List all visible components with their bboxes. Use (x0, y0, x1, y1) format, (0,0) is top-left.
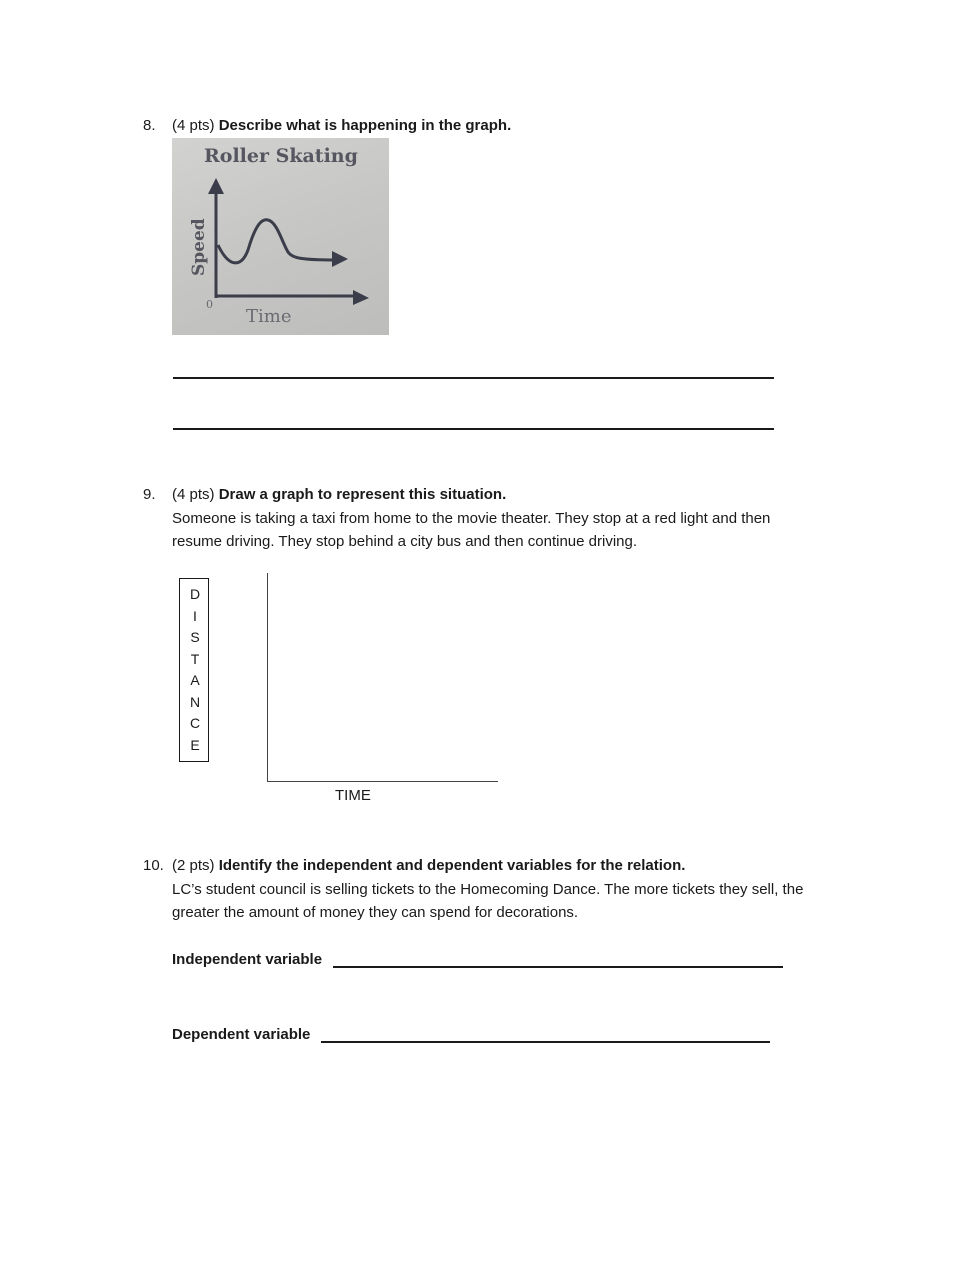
roller-skating-graph-image (172, 138, 389, 335)
answer-line-1[interactable] (173, 377, 774, 379)
graph-title: Roller Skating (204, 145, 358, 167)
distance-letter: T (190, 651, 200, 667)
question-prompt: Describe what is happening in the graph. (218, 117, 512, 134)
drawing-area[interactable] (268, 574, 496, 780)
relation-text-line-1: LC’s student council is selling tickets to the Homecoming Dance. The more tickets they sell, the (172, 881, 804, 898)
graph-curve-arrow (332, 251, 348, 267)
distance-label-box (179, 578, 209, 762)
independent-variable-label: Independent variable (172, 951, 323, 968)
situation-text-line-2: resume driving. They stop behind a city bus and then continue driving. (172, 533, 637, 550)
distance-letter: A (190, 672, 200, 688)
question-points: (2 pts) (172, 857, 215, 874)
distance-letter: I (193, 608, 197, 624)
question-number: 9. (143, 486, 156, 503)
question-points: (4 pts) (172, 117, 215, 134)
distance-letter: C (189, 715, 201, 731)
drawing-x-axis (267, 781, 498, 782)
time-axis-label: TIME (335, 787, 371, 804)
distance-letter: D (189, 586, 201, 602)
graph-speed-curve (218, 220, 337, 263)
question-prompt: Identify the independent and dependent variables for the relation. (218, 857, 686, 874)
answer-line-2[interactable] (173, 428, 774, 430)
graph-y-axis-arrow (208, 178, 224, 194)
question-prompt: Draw a graph to represent this situation. (218, 486, 507, 503)
question-number: 8. (143, 117, 156, 134)
dependent-variable-label: Dependent variable (172, 1026, 311, 1043)
graph-origin-label: 0 (206, 298, 213, 311)
distance-letter: E (190, 737, 200, 753)
distance-letter: S (190, 629, 200, 645)
situation-text-line-1: Someone is taking a taxi from home to the movie theater. They stop at a red light and then (172, 510, 771, 527)
independent-variable-answer-line[interactable] (333, 966, 783, 968)
relation-text-line-2: greater the amount of money they can spend for decorations. (172, 904, 579, 921)
graph-y-label: Speed (189, 218, 209, 276)
dependent-variable-answer-line[interactable] (321, 1041, 770, 1043)
question-header (172, 483, 506, 506)
distance-letter: N (189, 694, 201, 710)
graph-x-label: Time (246, 306, 292, 327)
question-points: (4 pts) (172, 486, 215, 503)
question-header (172, 114, 511, 137)
graph-x-axis-arrow (353, 290, 369, 305)
question-number: 10. (143, 857, 164, 874)
question-header (172, 854, 685, 877)
